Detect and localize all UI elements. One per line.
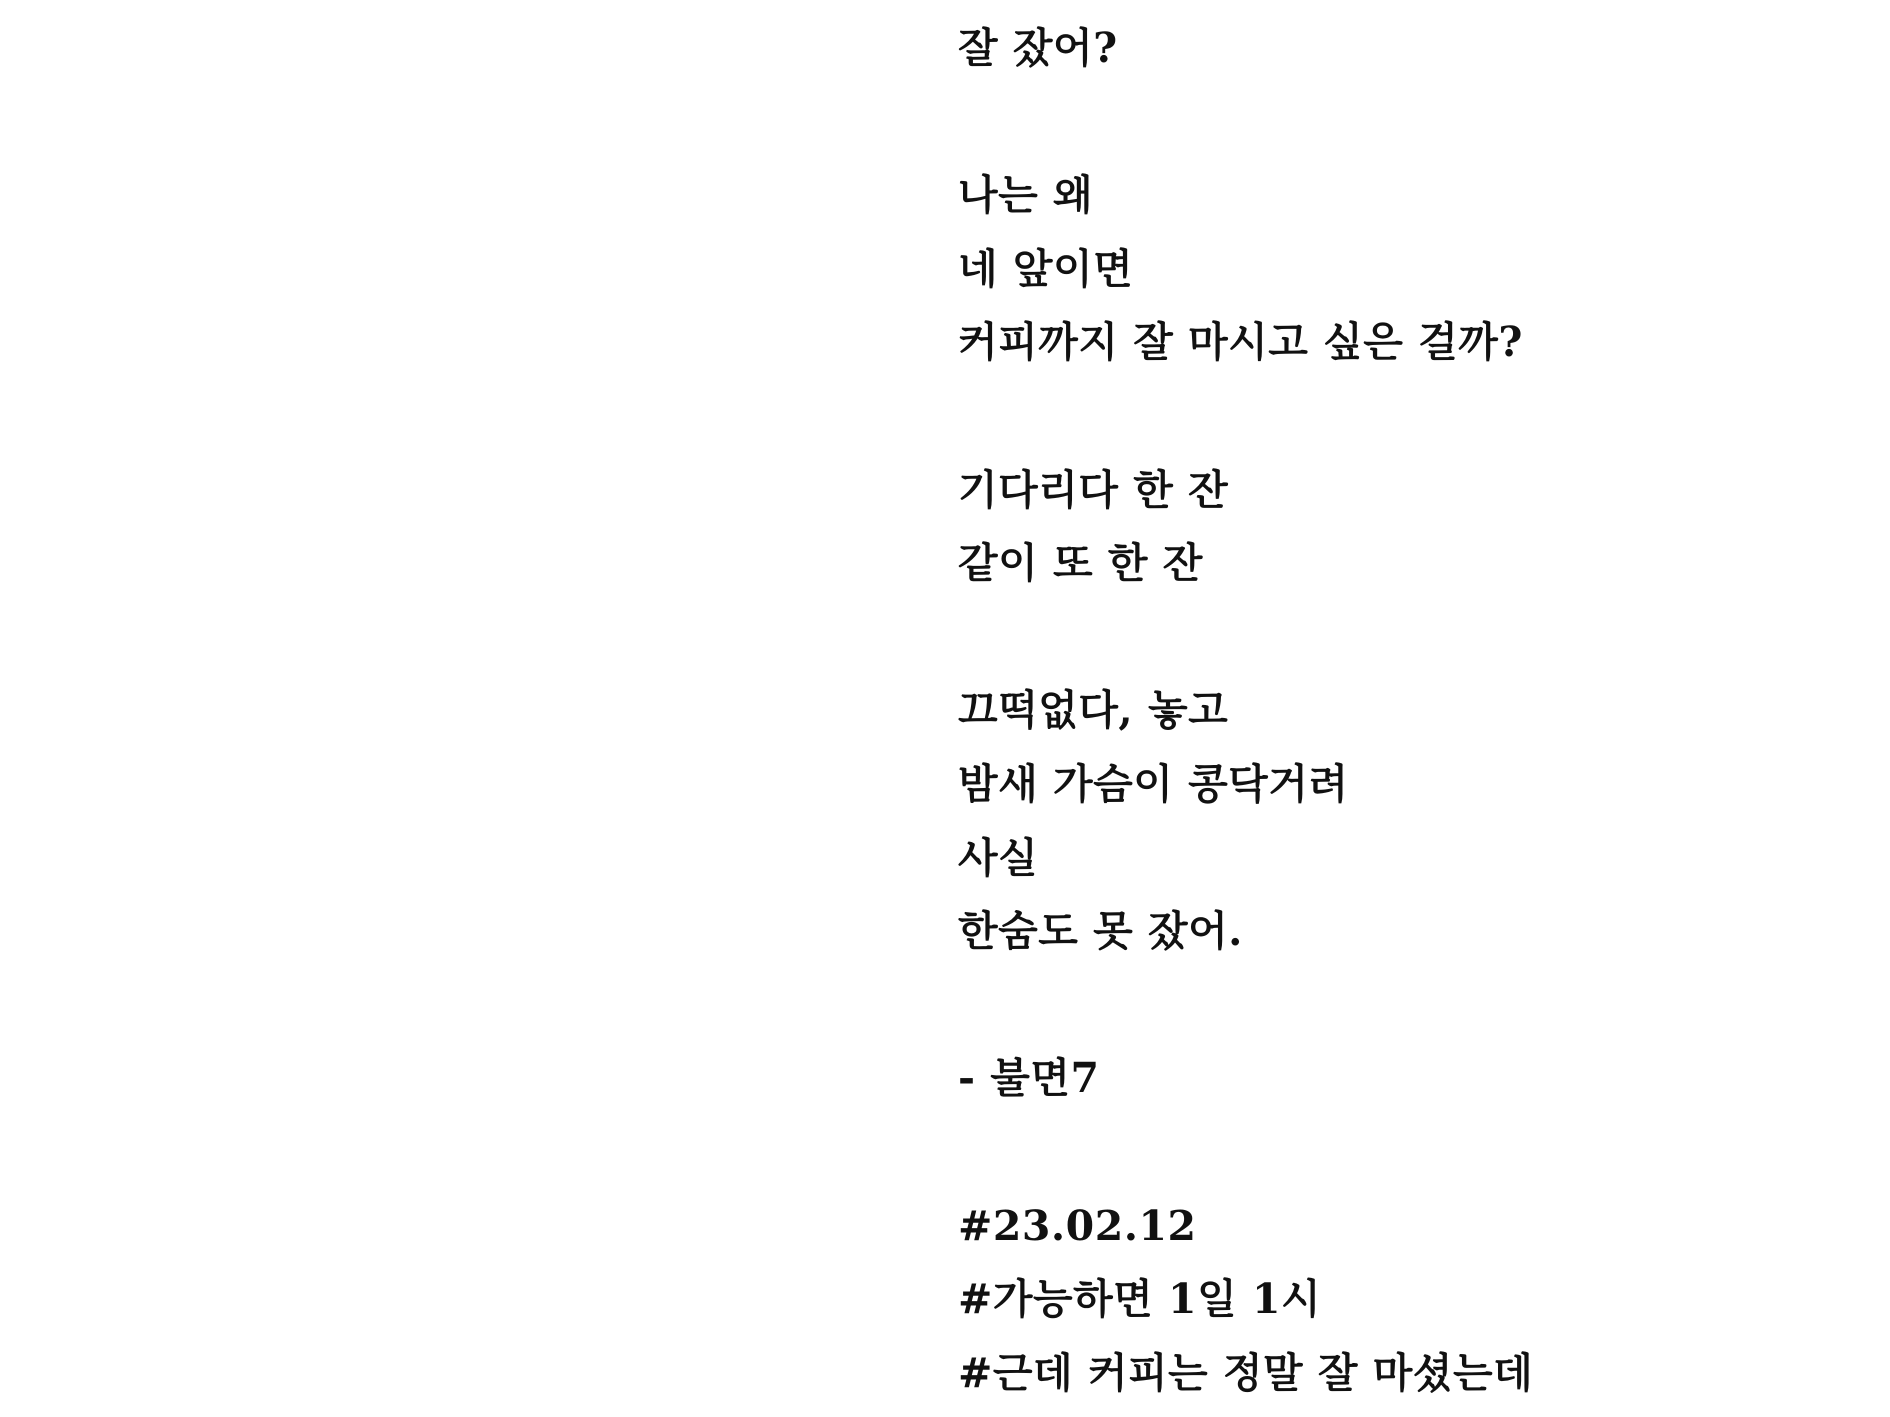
poem-line: 네 앞이면 — [958, 244, 1134, 293]
poem-body — [958, 12, 1858, 1410]
poem-line: 같이 또 한 잔 — [958, 539, 1203, 588]
poem-line: 한숨도 못 잤어. — [958, 907, 1243, 956]
stanza-gap — [958, 380, 1858, 454]
poem-signature: - 불면7 — [958, 1054, 1100, 1103]
hashtag: #근데 커피는 정말 잘 마셨는데 — [958, 1348, 1534, 1397]
poem-line: 기다리다 한 잔 — [958, 465, 1229, 514]
poem-line: 밤새 가슴이 콩닥거려 — [958, 759, 1349, 808]
poem-line: 커피까지 잘 마시고 싶은 걸까? — [958, 318, 1523, 367]
poem-line-greeting: 잘 잤어? — [958, 24, 1118, 72]
stanza-gap — [958, 1116, 1858, 1190]
poem-line: 나는 왜 — [958, 171, 1094, 220]
hashtag-date: #23.02.12 — [958, 1201, 1197, 1250]
stanza-gap — [958, 86, 1858, 160]
hashtag: #가능하면 1일 1시 — [958, 1275, 1322, 1324]
stanza-gap — [958, 969, 1858, 1043]
poem-line: 끄떡없다, 놓고 — [958, 686, 1229, 735]
poem-line: 사실 — [958, 833, 1039, 882]
stanza-gap — [958, 601, 1858, 675]
